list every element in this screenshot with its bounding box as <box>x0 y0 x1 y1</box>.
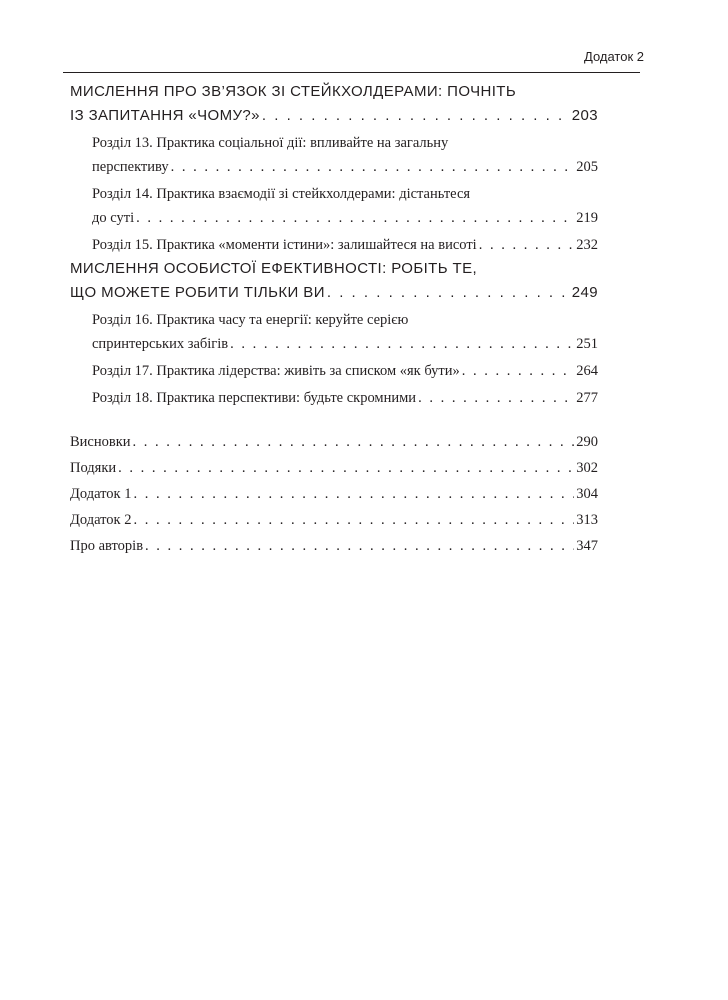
dot-leader <box>145 534 574 558</box>
toc-part-title-line1: МИСЛЕННЯ ПРО ЗВ’ЯЗОК ЗІ СТЕЙКХОЛДЕРАМИ: ПОЧНІТЬ <box>70 83 517 100</box>
toc-chapter-15[interactable] <box>70 233 598 257</box>
toc-back-label: Висновки <box>70 434 131 450</box>
dot-leader <box>327 281 570 305</box>
toc-part-title-line1: МИСЛЕННЯ ОСОБИСТОЇ ЕФЕКТИВНОСТІ: РОБІТЬ ТЕ, <box>70 260 478 277</box>
toc-page-number: 264 <box>576 363 598 379</box>
toc-page-number: 249 <box>571 284 598 301</box>
toc-page-number: 251 <box>576 336 598 352</box>
toc-page-number: 313 <box>576 512 598 528</box>
toc-chapter-title-line2: перспективу <box>92 159 169 175</box>
table-of-contents <box>70 80 598 560</box>
toc-page-number: 347 <box>576 538 598 554</box>
toc-part-title-line2: ІЗ ЗАПИТАННЯ «ЧОМУ?» <box>70 107 260 124</box>
dot-leader <box>118 456 574 480</box>
toc-back-label: Додаток 1 <box>70 486 132 502</box>
toc-chapter-title-line2: до суті <box>92 210 135 226</box>
toc-back-item-about-authors[interactable] <box>70 534 598 558</box>
toc-part-stakeholders[interactable] <box>70 80 598 128</box>
toc-chapter-title-line1: Розділ 18. Практика перспективи: будьте скромними <box>92 390 417 406</box>
toc-back-item-appendix-1[interactable] <box>70 482 598 506</box>
toc-chapter-17[interactable] <box>70 359 598 383</box>
dot-leader <box>230 332 574 356</box>
dot-leader <box>462 359 574 383</box>
dot-leader <box>479 233 575 257</box>
toc-page-number: 203 <box>571 107 598 124</box>
toc-part-title-line2: ЩО МОЖЕТЕ РОБИТИ ТІЛЬКИ ВИ <box>70 284 325 301</box>
dot-leader <box>418 386 574 410</box>
toc-chapter-title-line1: Розділ 16. Практика часу та енергії: керуйте серією <box>92 312 409 328</box>
dot-leader <box>262 104 570 128</box>
toc-page-number: 302 <box>576 460 598 476</box>
toc-page-number: 219 <box>576 210 598 226</box>
toc-page-number: 290 <box>576 434 598 450</box>
toc-back-label: Про авторів <box>70 538 144 554</box>
toc-page-number: 232 <box>576 237 598 253</box>
dot-leader <box>133 508 574 532</box>
toc-page-number: 277 <box>576 390 598 406</box>
toc-page-number: 205 <box>576 159 598 175</box>
toc-chapter-title-line2: спринтерських забігів <box>92 336 229 352</box>
toc-chapter-16[interactable] <box>70 308 598 356</box>
dot-leader <box>133 430 575 454</box>
header-rule <box>63 72 640 73</box>
toc-back-label: Подяки <box>70 460 117 476</box>
toc-chapter-title-line1: Розділ 14. Практика взаємодії зі стейкхолдерами: дістаньтеся <box>92 186 471 202</box>
toc-page-number: 304 <box>576 486 598 502</box>
toc-back-item-appendix-2[interactable] <box>70 508 598 532</box>
toc-back-item-acknowledgements[interactable] <box>70 456 598 480</box>
toc-part-personal-effectiveness[interactable] <box>70 257 598 305</box>
toc-back-matter <box>70 430 598 558</box>
running-head: Додаток 2 <box>584 49 644 64</box>
toc-back-item-conclusions[interactable] <box>70 430 598 454</box>
dot-leader <box>171 155 575 179</box>
dot-leader <box>136 206 574 230</box>
toc-back-label: Додаток 2 <box>70 512 132 528</box>
toc-chapter-18[interactable] <box>70 386 598 410</box>
toc-chapter-title-line1: Розділ 17. Практика лідерства: живіть за списком «як бути» <box>92 363 460 379</box>
dot-leader <box>133 482 574 506</box>
toc-chapter-title-line1: Розділ 15. Практика «моменти істини»: залишайтеся на висоті <box>92 237 477 253</box>
toc-chapter-title-line1: Розділ 13. Практика соціальної дії: впливайте на загальну <box>92 135 449 151</box>
toc-chapter-14[interactable] <box>70 182 598 230</box>
toc-chapter-13[interactable] <box>70 131 598 179</box>
